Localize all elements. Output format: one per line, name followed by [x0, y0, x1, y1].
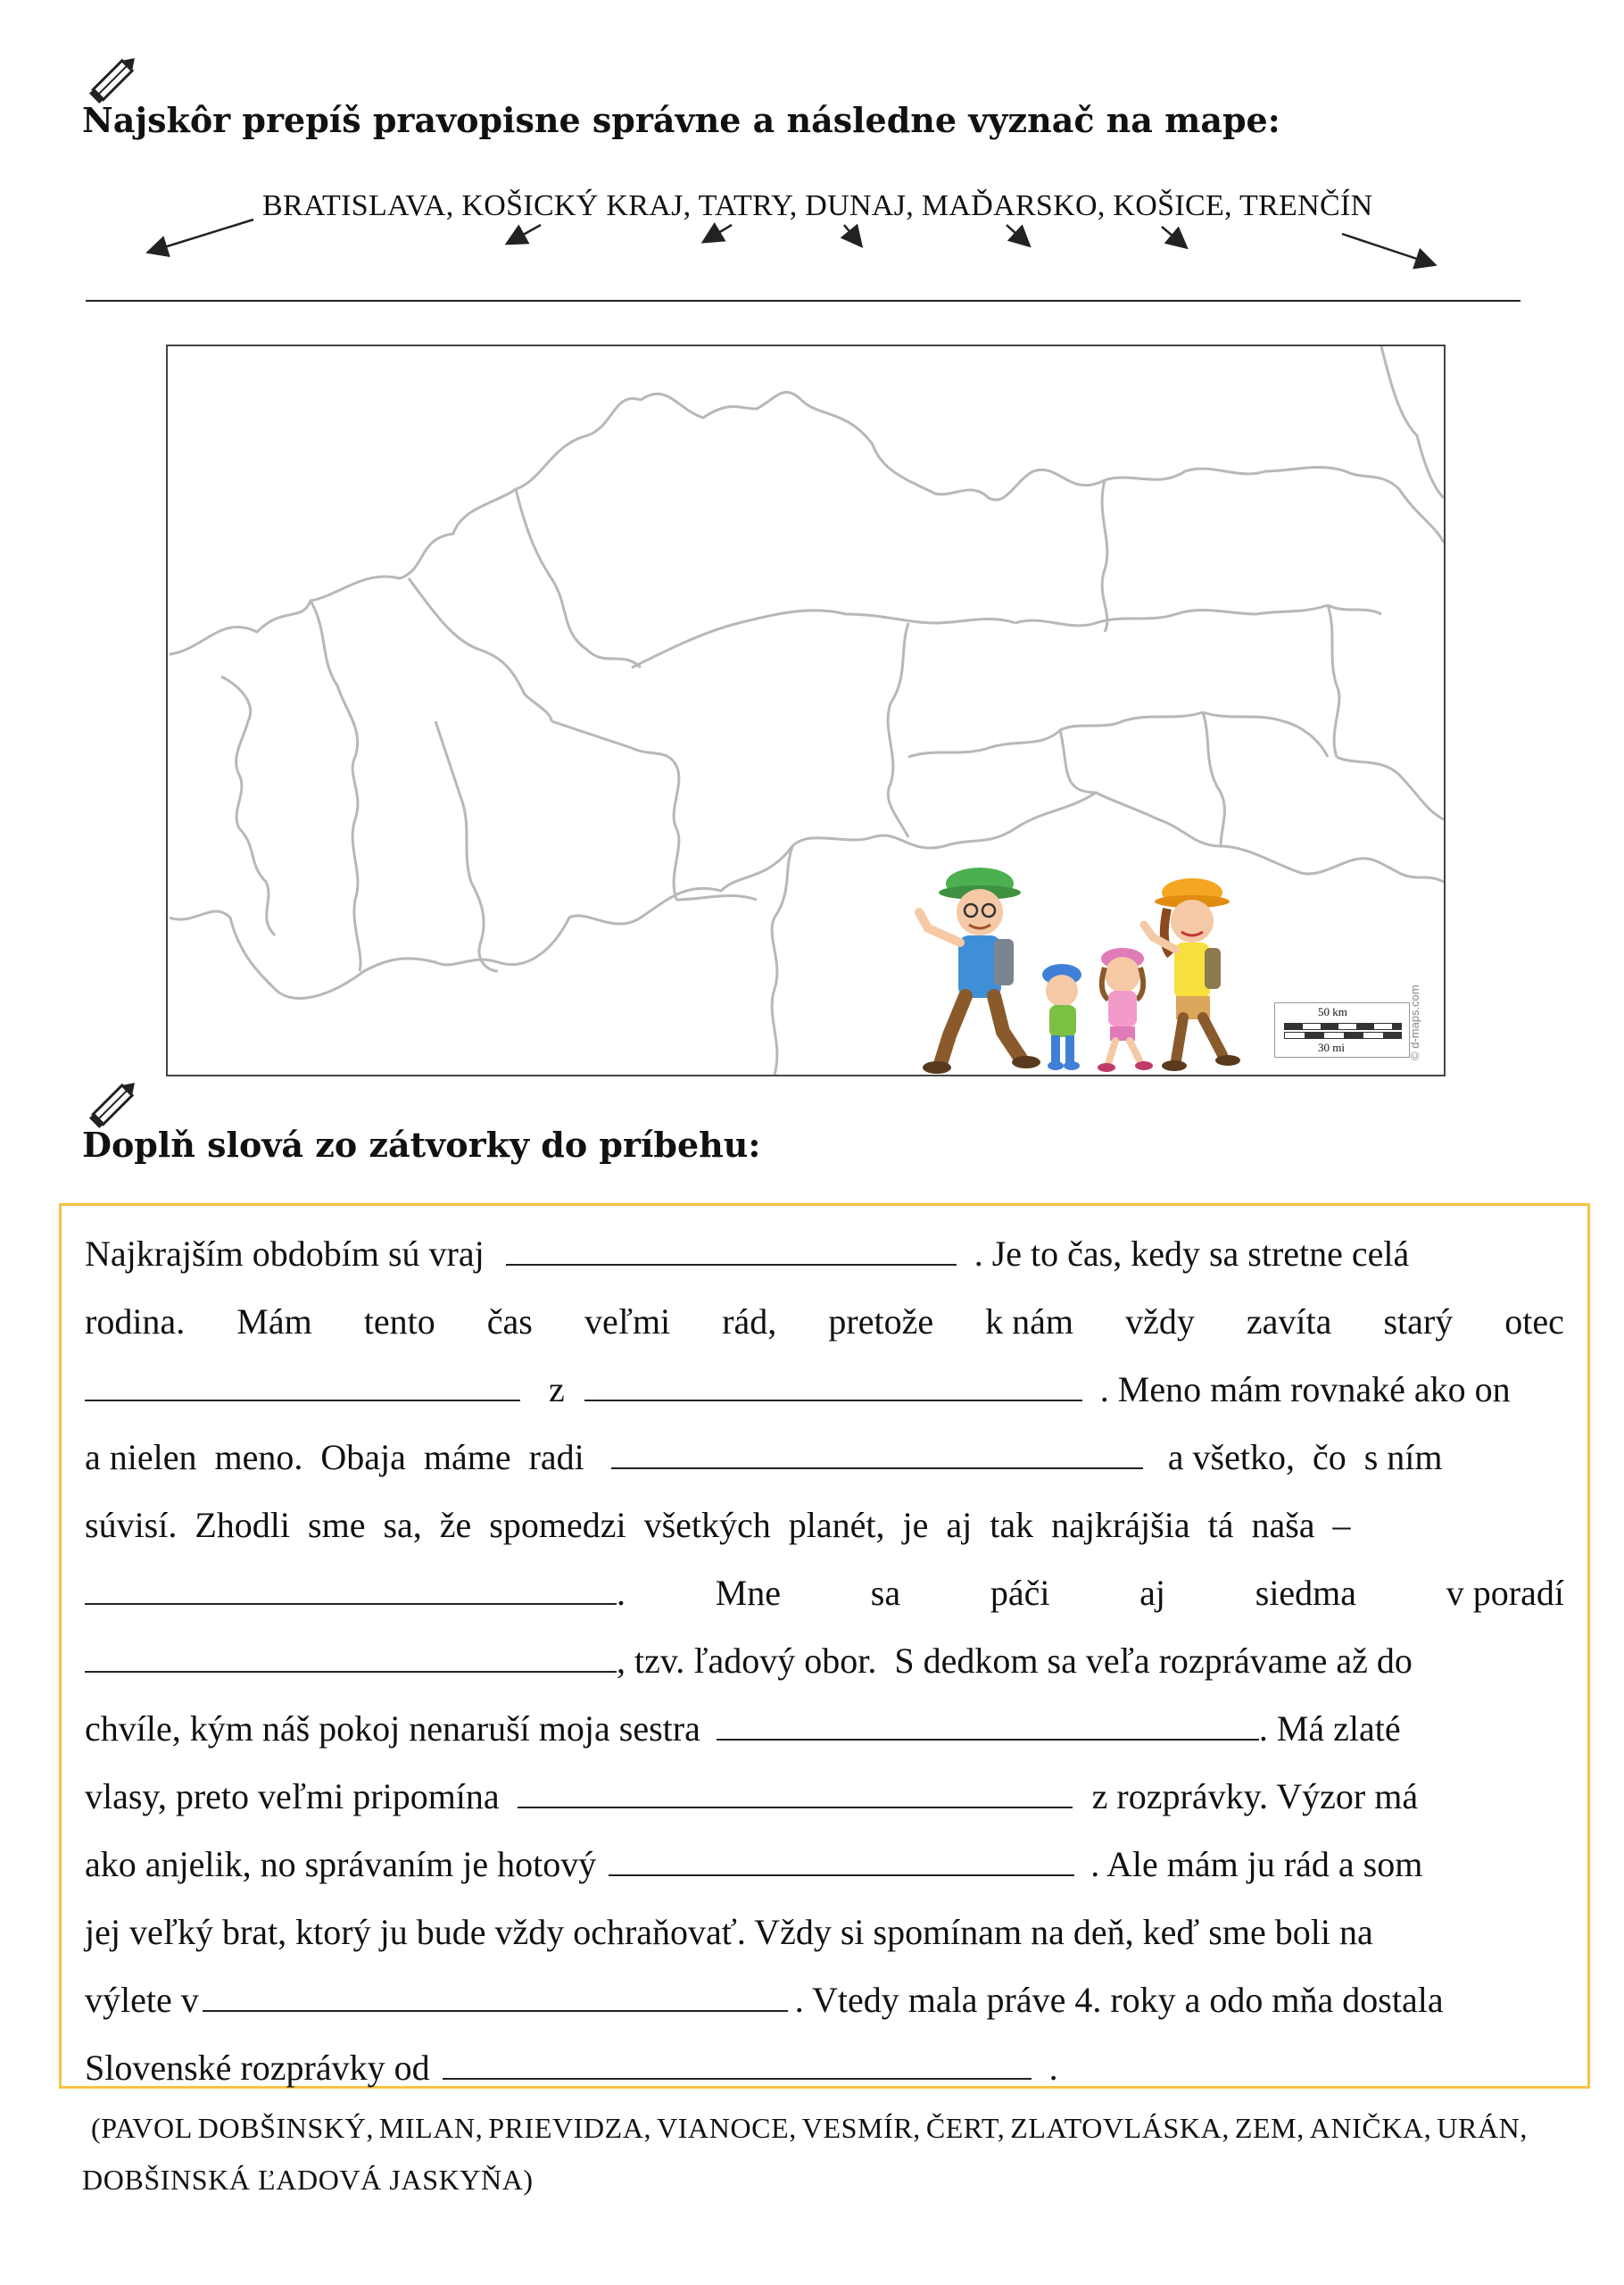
girl-figure: [1098, 948, 1153, 1072]
boy-figure: [1042, 964, 1081, 1070]
word-list: BRATISLAVA, KOŠICKÝ KRAJ, TATRY, DUNAJ, MAĎARSKO, KOŠICE, TRENČÍN: [262, 189, 1373, 222]
blank-8[interactable]: [518, 1774, 1073, 1808]
blank-3[interactable]: [584, 1367, 1082, 1401]
story-line-9: vlasy, preto veľmi pripomína z rozprávky. Výzor má: [85, 1776, 1419, 1816]
story-line-13: Slovenské rozprávky od .: [85, 2048, 1058, 2088]
answer-line[interactable]: [86, 300, 1520, 302]
hiking-family-illustration: [910, 857, 1285, 1076]
story-line-4: a nielen meno. Obaja máme radi a všetko, čo s ním: [85, 1437, 1443, 1477]
blank-5[interactable]: [85, 1571, 617, 1605]
mother-figure: [1144, 878, 1240, 1071]
task1-instruction: Najskôr prepíš pravopisne správne a následne vyznač na mape:: [82, 100, 1280, 140]
blank-9[interactable]: [609, 1842, 1074, 1876]
story-line-5: súvisí. Zhodli sme sa, že spomedzi všetkých planét, je aj tak najkrájšia tá naša –: [85, 1505, 1351, 1545]
story-line-8: chvíle, kým náš pokoj nenaruší moja sestra . Má zlaté: [85, 1708, 1401, 1749]
blank-11[interactable]: [443, 2046, 1032, 2080]
story-line-12: výlete v . Vtedy mala práve 4. roky a odo mňa dostala: [85, 1980, 1444, 2020]
blank-6[interactable]: [85, 1639, 617, 1673]
word-bank-line-2: DOBŠINSKÁ ĽADOVÁ JASKYŇA): [82, 2164, 534, 2196]
map-scale: [1274, 1002, 1410, 1058]
scale-mi-label: 30 mi: [1318, 1041, 1345, 1054]
blank-7[interactable]: [717, 1707, 1259, 1741]
blank-1[interactable]: [506, 1232, 957, 1266]
blank-4[interactable]: [611, 1435, 1143, 1469]
story-line-7: , tzv. ľadový obor. S dedkom sa veľa rozprávame až do: [85, 1634, 1564, 1688]
blank-10[interactable]: [203, 1978, 788, 2012]
story-line-3: z . Meno mám rovnaké ako on: [85, 1363, 1564, 1417]
father-figure: [919, 868, 1040, 1074]
map-watermark: © d-maps.com: [1408, 985, 1421, 1060]
blank-2[interactable]: [85, 1367, 520, 1401]
scale-km-label: 50 km: [1318, 1005, 1347, 1018]
story-line-10: ako anjelik, no správaním je hotový . Ale mám ju rád a som: [85, 1844, 1423, 1884]
story-line-2: rodina. Mám tento čas veľmi rád, pretože k nám vždy zavíta starý otec: [85, 1301, 1564, 1342]
story-line-1: Najkrajším obdobím sú vraj . Je to čas, kedy sa stretne celá: [85, 1234, 1410, 1274]
story-box: [59, 1203, 1590, 2089]
story-line-6: . Mne sa páči aj siedma v poradí: [85, 1566, 1564, 1620]
word-bank: (PAVOL DOBŠINSKÝ, MILAN, PRIEVIDZA, VIANOCE, VESMÍR, ČERT, ZLATOVLÁSKA, ZEM, ANIČKA, URÁN,: [91, 2112, 1528, 2144]
task2-instruction: Doplň slová zo zátvorky do príbehu:: [82, 1125, 761, 1165]
word-arrows: [0, 0, 1624, 321]
story-line-11: jej veľký brat, ktorý ju bude vždy ochraňovať. Vždy si spomínam na deň, keď sme boli na: [85, 1912, 1373, 1952]
